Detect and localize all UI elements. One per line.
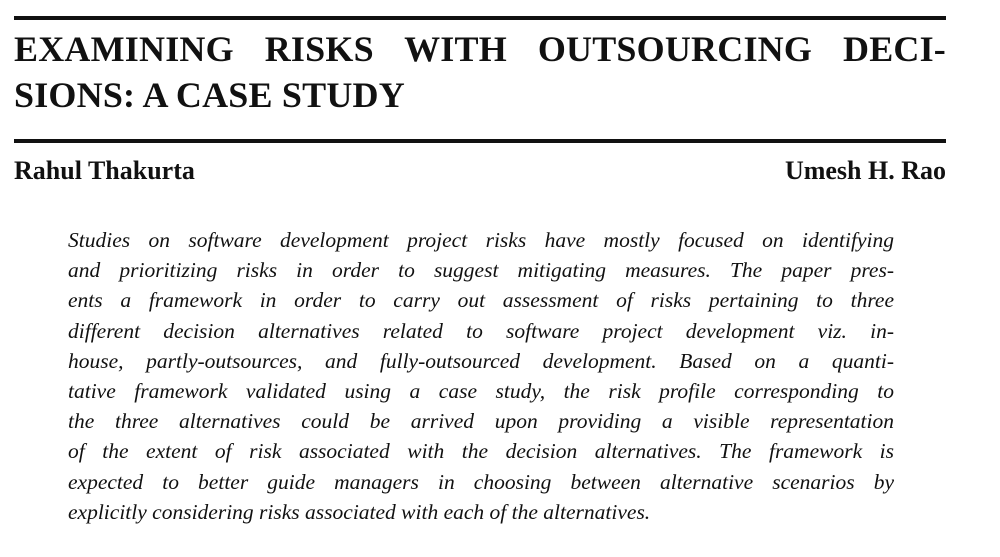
- abstract-line: Studies on software development project risks have mostly focused on identifying: [68, 228, 894, 252]
- title-line-1: EXAMINING RISKS WITH OUTSOURCING DECI-: [14, 29, 946, 69]
- title-line-2: SIONS: A CASE STUDY: [14, 75, 405, 115]
- middle-rule: [14, 139, 946, 143]
- author-name-2: Umesh H. Rao: [784, 156, 946, 185]
- abstract-line: the three alternatives could be arrived upon providing a visible representation: [68, 409, 894, 434]
- abstract-line: and prioritizing risks in order to suggest mitigating measures. The paper pres-: [68, 258, 894, 283]
- abstract-line: different decision alternatives related to software project development viz. in-: [68, 318, 894, 343]
- abstract-line: of the extent of risk associated with the decision alternatives. The framework is: [68, 439, 894, 464]
- abstract-line: expected to better guide managers in choosing between alternative scenarios by: [68, 469, 894, 494]
- abstract-line: explicitly considering risks associated with each of the alternatives.: [68, 499, 651, 524]
- abstract-line: ents a framework in order to carry out assessment of risks pertaining to three: [68, 288, 894, 313]
- top-rule: [14, 16, 946, 20]
- paper-title: [14, 26, 946, 118]
- abstract: [68, 225, 894, 527]
- author-name-1: Rahul Thakurta: [14, 156, 195, 185]
- abstract-line: tative framework validated using a case study, the risk profile corresponding to: [68, 379, 894, 404]
- author-list: [14, 154, 946, 188]
- abstract-line: house, partly-outsources, and fully-outsourced development. Based on a quanti-: [68, 348, 894, 373]
